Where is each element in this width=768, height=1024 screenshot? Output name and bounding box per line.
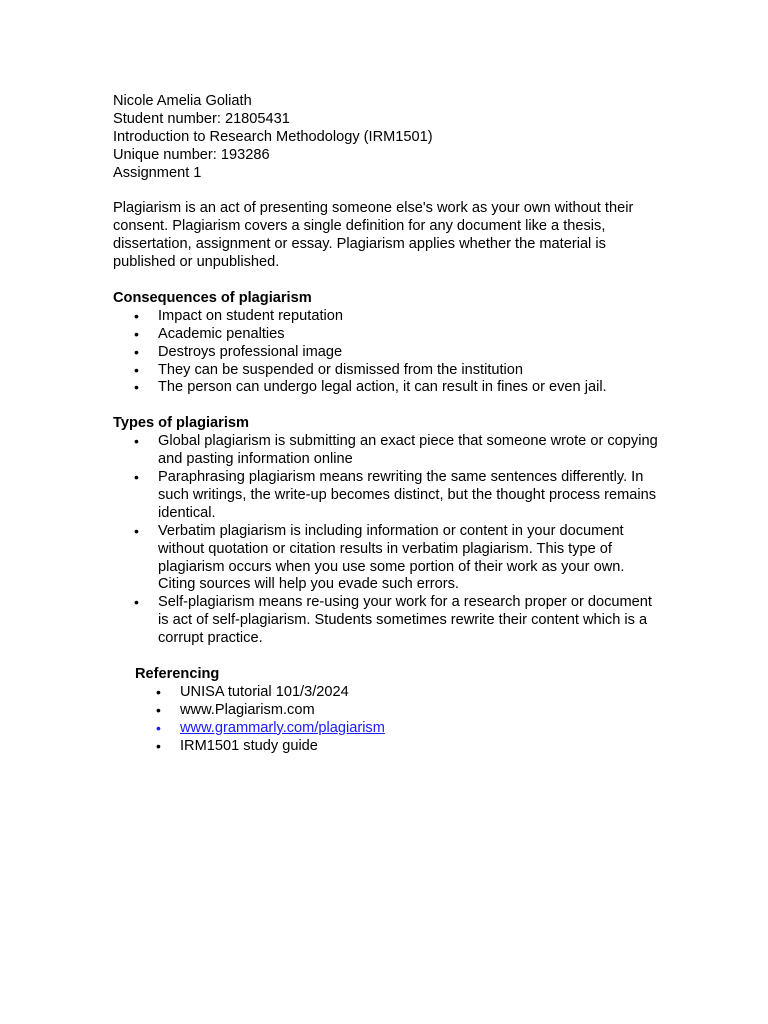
bullet-icon: • [156, 701, 161, 718]
grammarly-link[interactable]: www.grammarly.com/plagiarism [180, 719, 385, 736]
list-item: • Paraphrasing plagiarism means rewriting the same sentences differently. In such writings, the write-up becomes distinct, but the thought process remains identical. [134, 468, 657, 521]
bullet-icon: • [134, 379, 139, 396]
bullet-icon: • [156, 719, 161, 736]
document-page [113, 93, 658, 755]
types-list [113, 433, 658, 648]
types-heading: Types of plagiarism [113, 415, 249, 432]
list-item: • Verbatim plagiarism is including information or content in your document without quotation or citation results in verbatim plagiarism. This type of plagiarism occurs when you use some portion of their work as your own. Citing sources will help you evade such errors. [134, 522, 625, 593]
bullet-icon: • [156, 683, 161, 700]
bullet-icon: • [134, 343, 139, 360]
list-item: • Academic penalties [134, 325, 285, 342]
unique-number: Unique number: 193286 [113, 146, 270, 163]
list-item: • Destroys professional image [134, 343, 343, 360]
bullet-icon: • [134, 522, 139, 539]
list-item: • The person can undergo legal action, it can result in fines or even jail. [134, 379, 607, 396]
referencing-list [135, 684, 658, 756]
bullet-icon: • [134, 594, 139, 611]
list-item [135, 720, 658, 738]
bullet-icon: • [134, 468, 139, 485]
list-item: • www.Plagiarism.com [156, 701, 315, 718]
list-item: • Impact on student reputation [134, 307, 343, 324]
referencing-heading: Referencing [135, 665, 220, 682]
consequences-heading: Consequences of plagiarism [113, 289, 312, 306]
types-section [113, 415, 658, 648]
consequences-section [113, 290, 658, 397]
student-name: Nicole Amelia Goliath [113, 93, 252, 109]
intro-paragraph: Plagiarism is an act of presenting someone else's work as your own without their consent. Plagiarism covers a single definition for any document like a thesis, dissertation, assignment or essay. Plagiarism applies whether the material is published or unpublished. [113, 200, 634, 271]
bullet-icon: • [134, 361, 139, 378]
referencing-section [135, 666, 658, 756]
consequences-list [113, 308, 658, 398]
module-title: Introduction to Research Methodology (IRM1501) [113, 128, 433, 145]
list-item: • Self-plagiarism means re-using your work for a research proper or document is act of self-plagiarism. Students sometimes rewrite their content which is a corrupt practice. [134, 594, 652, 647]
list-item: • IRM1501 study guide [156, 737, 318, 754]
list-item: • Global plagiarism is submitting an exact piece that someone wrote or copying and pasting information online [134, 433, 658, 468]
bullet-icon: • [156, 737, 161, 754]
bullet-icon: • [134, 307, 139, 324]
list-item: • They can be suspended or dismissed from the institution [134, 361, 524, 378]
bullet-icon: • [134, 433, 139, 450]
list-item: • UNISA tutorial 101/3/2024 [156, 683, 349, 700]
student-header [113, 93, 658, 183]
student-number: Student number: 21805431 [113, 110, 290, 127]
assignment-label: Assignment 1 [113, 164, 202, 181]
bullet-icon: • [134, 325, 139, 342]
